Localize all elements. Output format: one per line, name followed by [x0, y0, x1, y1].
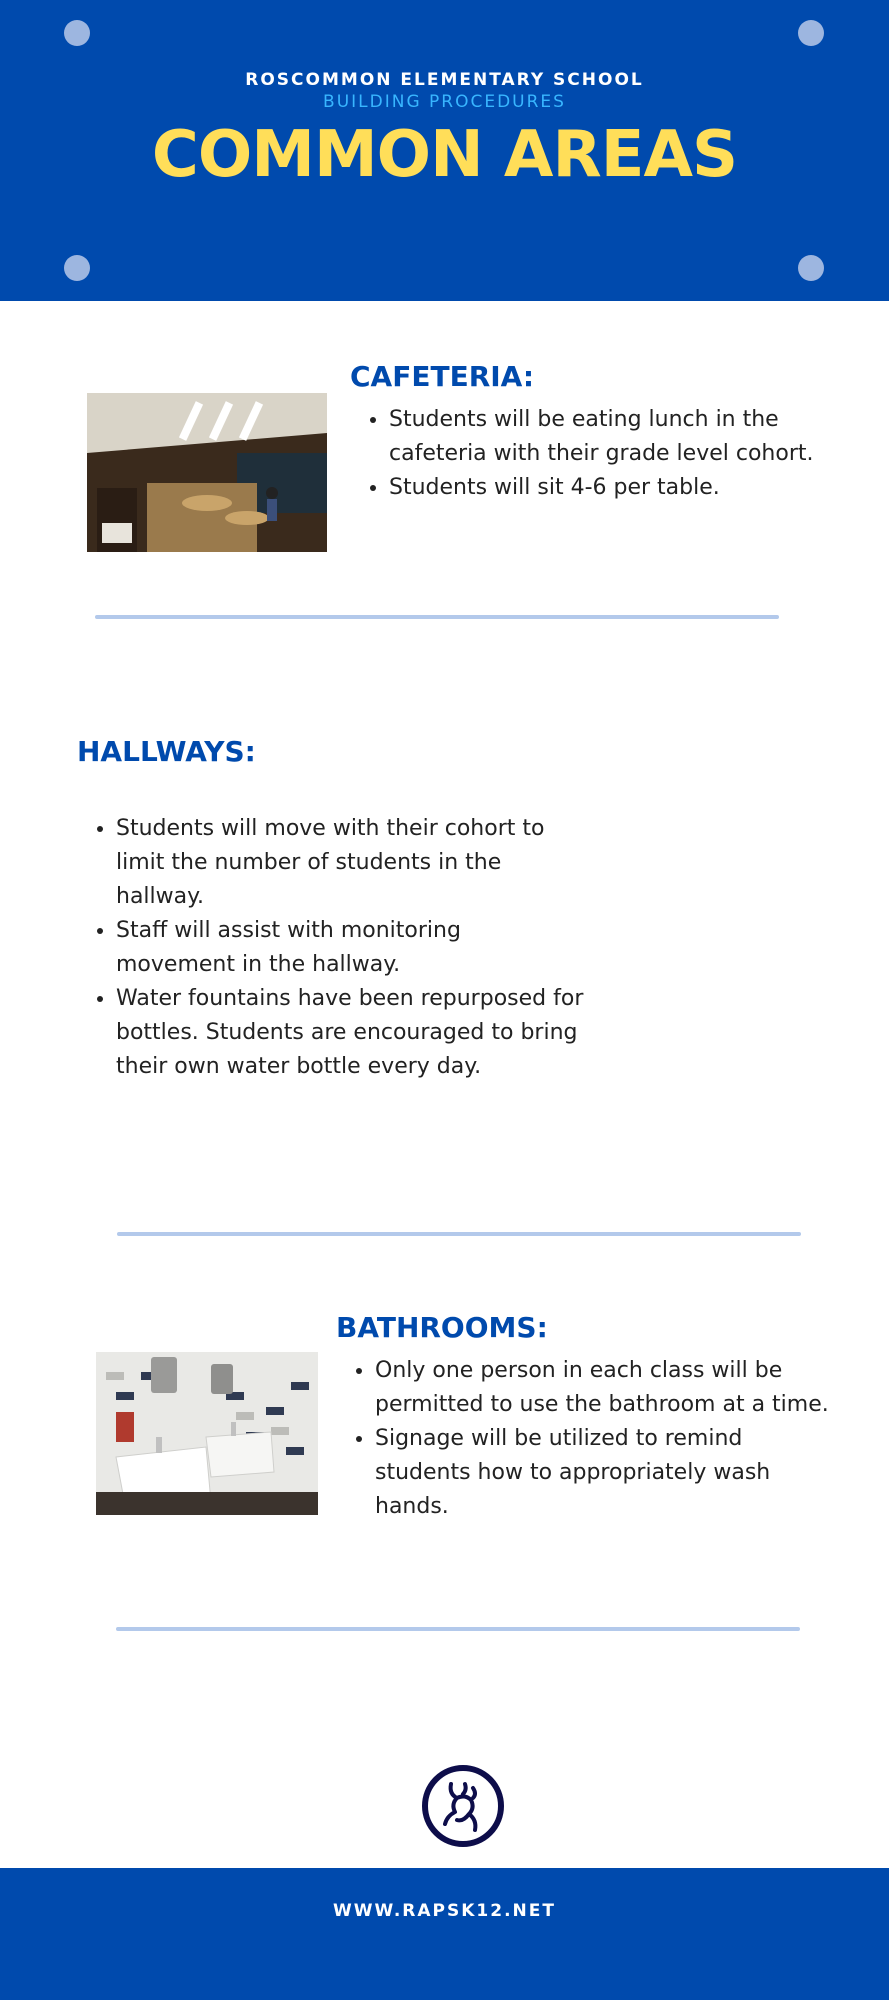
section-divider — [116, 1627, 800, 1631]
header-banner — [0, 0, 889, 301]
page-title: COMMON AREAS — [151, 118, 738, 192]
list-item: • Signage will be utilized to remind students how to appropriately wash hands. — [375, 1422, 835, 1524]
hallways-list — [94, 812, 586, 1084]
decorative-dot — [64, 255, 90, 281]
bathroom-photo — [96, 1352, 318, 1515]
website-link[interactable]: WWW.RAPSK12.NET — [332, 1901, 556, 1921]
list-item: • Students will sit 4-6 per table. — [389, 471, 834, 505]
list-item: • Water fountains have been repurposed for bottles. Students are encouraged to bring their own water bottle every day. — [116, 982, 586, 1084]
cafeteria-heading: CAFETERIA: — [350, 360, 535, 393]
list-item: • Only one person in each class will be permitted to use the bathroom at a time. — [375, 1354, 835, 1422]
footer-banner — [0, 1868, 889, 2000]
list-item: • Students will be eating lunch in the cafeteria with their grade level cohort. — [389, 403, 834, 471]
section-divider — [117, 1232, 801, 1236]
school-mascot-logo — [421, 1764, 505, 1848]
hallways-heading: HALLWAYS: — [77, 735, 256, 768]
cafeteria-list — [367, 403, 834, 505]
decorative-dot — [64, 20, 90, 46]
decorative-dot — [798, 255, 824, 281]
school-name: ROSCOMMON ELEMENTARY SCHOOL — [245, 70, 644, 90]
bathrooms-heading: BATHROOMS: — [336, 1311, 548, 1344]
decorative-dot — [798, 20, 824, 46]
list-item: • Staff will assist with monitoring movement in the hallway. — [116, 914, 586, 982]
cafeteria-photo — [87, 393, 327, 552]
bathrooms-list — [353, 1354, 835, 1524]
list-item: • Students will move with their cohort to limit the number of students in the hallway. — [116, 812, 586, 914]
section-divider — [95, 615, 779, 619]
page-subtitle: BUILDING PROCEDURES — [323, 92, 566, 112]
